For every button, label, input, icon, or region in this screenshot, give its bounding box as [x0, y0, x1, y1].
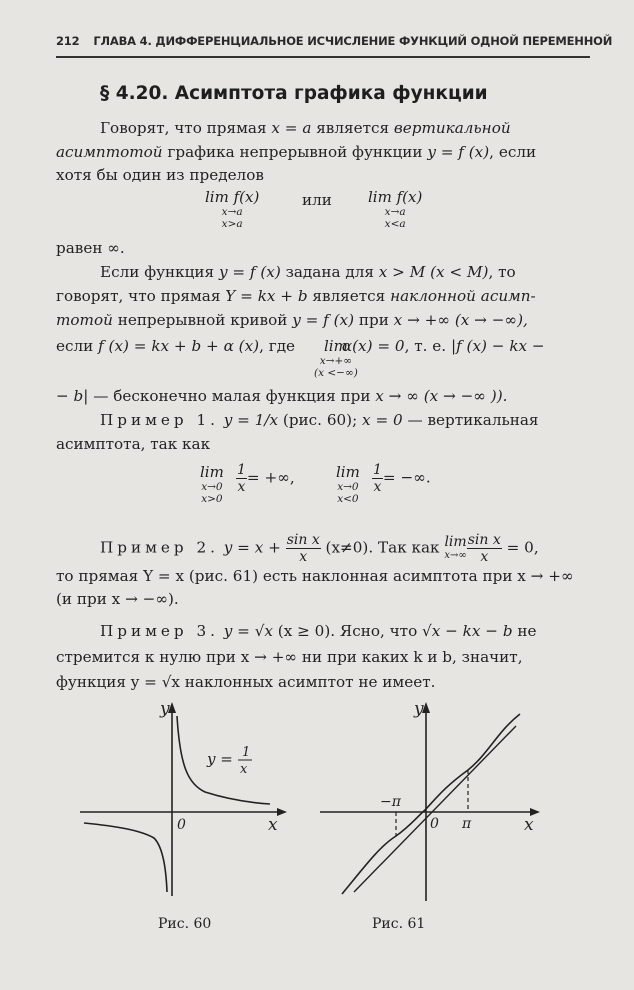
ex1-expr-plus: $\frac{1}{x}$ = +∞,: [237, 462, 295, 495]
formula-num: 1: [242, 745, 251, 760]
ex2-line2: то прямая Y = x (рис. 61) есть наклонная асимптота при x → +∞: [56, 567, 574, 585]
running-header: [56, 34, 613, 48]
hyperbola-negative-branch: [84, 823, 167, 892]
para1-line4: равен ∞.: [56, 239, 125, 257]
x-axis-label: x: [268, 815, 278, 835]
para1-line2: асимптотой графика непрерывной функции y = f (x), если: [56, 143, 537, 161]
caption-fig61: Рис. 61: [372, 916, 426, 932]
header-rule: [56, 56, 590, 58]
para2-line5: − b| — бесконечно малая функция при x → ∞ (x → −∞ )).: [56, 387, 508, 405]
formula-den: x: [240, 762, 248, 777]
caption-fig60: Рис. 60: [158, 916, 212, 932]
ex1-limit-minus: lim x→0 x<0: [336, 463, 360, 505]
ex1-limit-plus: lim x→0 x>0: [200, 463, 224, 505]
para2-line1: Если функция y = f (x) задана для x > M (x < M), то: [100, 263, 516, 281]
ex3-line2: стремится к нулю при x → +∞ ни при каких k и b, значит,: [56, 648, 523, 666]
ex2-line1: Пример 2. y = x + $\frac{\text{sin x}}{x}$ (x≠0). Так как lim x→∞ $\frac{\text{sin x}}{x}$ = 0,: [100, 532, 539, 565]
neg-pi-label: −π: [380, 794, 401, 810]
asymptote-line: [354, 726, 516, 892]
limit-alpha: lim x→+∞ (x <−∞): [314, 337, 358, 379]
para2-line2: говорят, что прямая Y = kx + b является наклонной асимп-: [56, 287, 536, 305]
x-axis-label: x: [524, 815, 534, 835]
para1-line3: хотя бы один из пределов: [56, 166, 264, 184]
y-axis-label: y: [160, 699, 170, 719]
y-axis-label: y: [414, 699, 424, 719]
ex1-expr-minus: $\frac{1}{x}$ = −∞.: [373, 462, 431, 495]
x-axis-arrow: [277, 808, 287, 816]
word-or: или: [302, 191, 332, 209]
para2-line4: если f (x) = kx + b + α (x), где α(x) = 0, т. е. |f (x) − kx −: [56, 337, 545, 355]
para1-line1: Говорят, что прямая x = a является вертикальной: [100, 119, 511, 137]
formula-y: y =: [207, 750, 233, 768]
pi-label: π: [462, 816, 472, 832]
ex3-line3: функция y = √x наклонных асимптот не имеет.: [56, 673, 436, 691]
limit-left: lim f(x) x→a x<a: [368, 188, 423, 230]
origin-label: 0: [177, 817, 186, 833]
page-number: 212: [56, 34, 80, 48]
ex2-line3: (и при x → −∞).: [56, 590, 179, 608]
curve-x-plus-sinx-over-x: [342, 714, 520, 894]
ex1-line2: асимптота, так как: [56, 435, 211, 453]
ex3-line1: Пример 3. y = √x (x ≥ 0). Ясно, что √x − kx − b не: [100, 622, 537, 640]
para2-line3: тотой непрерывной кривой y = f (x) при x → +∞ (x → −∞),: [56, 311, 528, 329]
figure-61-graph: [320, 696, 550, 906]
ex1-line1: Пример 1. y = 1/x (рис. 60); x = 0 — вертикальная: [100, 411, 539, 429]
figure-60-graph: [80, 696, 295, 906]
origin-label: 0: [430, 816, 439, 832]
limit-right: lim f(x) x→a x>a: [205, 188, 260, 230]
section-title: § 4.20. Асимптота графика функции: [100, 83, 488, 104]
figure-61: [320, 696, 550, 906]
chapter-title: ГЛАВА 4. ДИФФЕРЕНЦИАЛЬНОЕ ИСЧИСЛЕНИЕ ФУНКЦИЙ ОДНОЙ ПЕРЕМЕННОЙ: [93, 34, 613, 48]
figure-60: [80, 696, 295, 906]
